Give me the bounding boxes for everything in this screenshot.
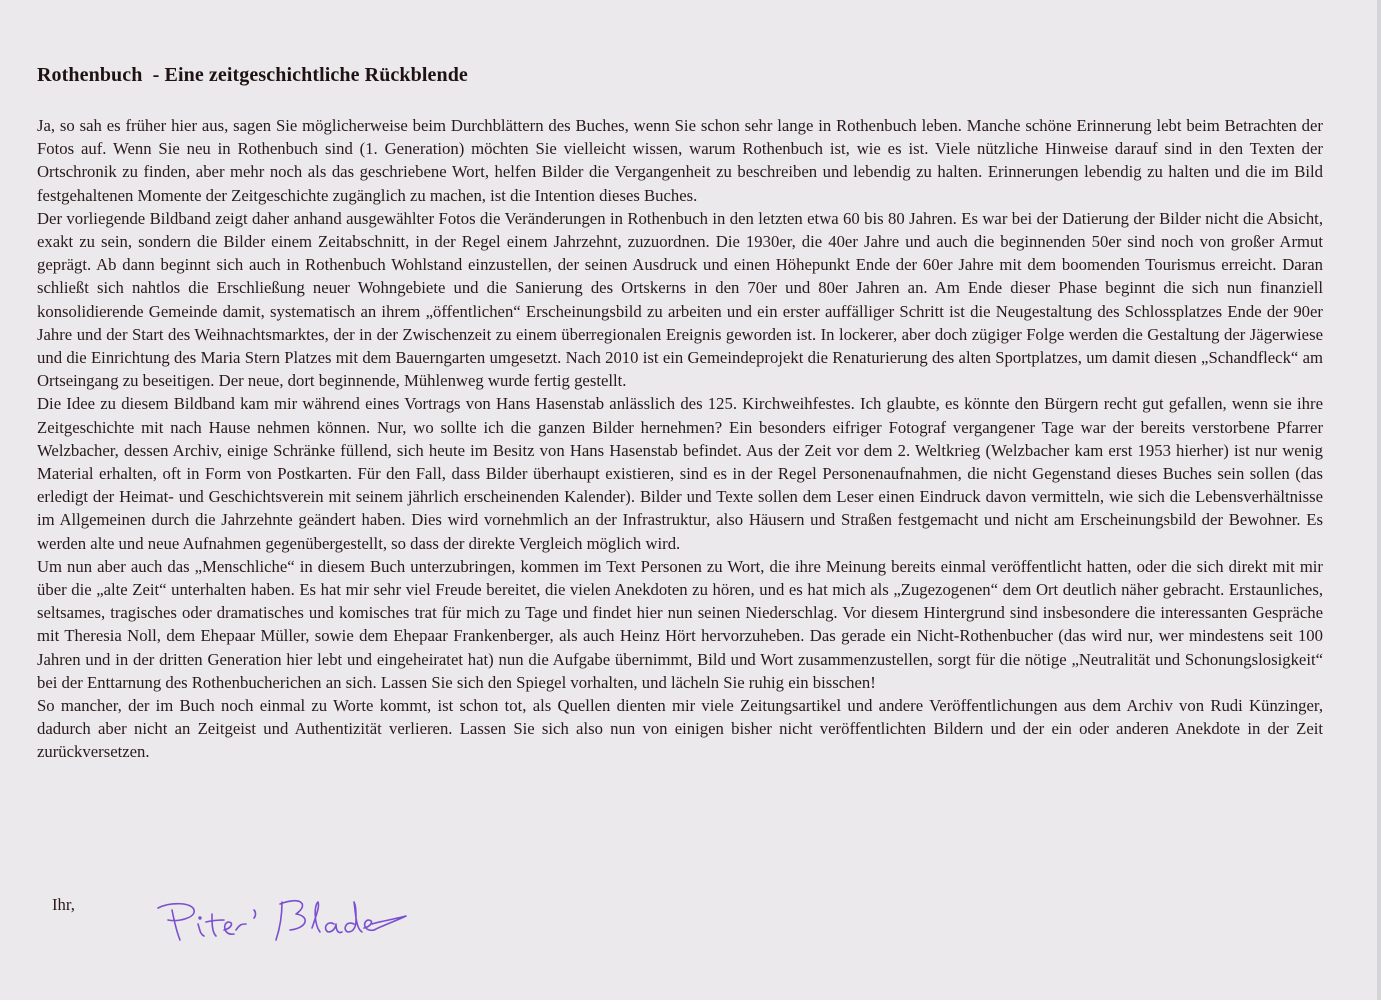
handwritten-signature xyxy=(150,880,410,950)
document-body xyxy=(37,114,1323,764)
paragraph: Um nun aber auch das „Menschliche“ in diesem Buch unterzubringen, kommen im Text Personen zu Wort, die ihre Meinung bereits einmal veröffentlicht hatten, oder die sich direkt mit mir über die „alte Zeit“ unterhalten haben. Es hat mir sehr viel Freude bereitet, die vielen Anekdoten zu hören, und es hat mich als „Zugezogenen“ dem Ort deutlich näher gebracht. Erstaunliches, seltsames, tragisches oder dramatisches und komisches trat für mich zu Tage und findet hier nun seinen Niederschlag. Vor diesem Hintergrund sind insbesondere die interessanten Gespräche mit Theresia Noll, dem Ehepaar Müller, sowie dem Ehepaar Frankenberger, als auch Heinz Hört hervorzuheben. Das gerade ein Nicht-Rothenbucher (das wird nur, wer mindestens seit 100 Jahren und in der dritten Generation hier lebt und eingeheiratet hat) nun die Aufgabe übernimmt, Bild und Wort zusammenzustellen, sorgt für die nötige „Neutralität und Schonungslosigkeit“ bei der Enttarnung des Rothenbucherichen an sich. Lassen Sie sich den Spiegel vorhalten, und lächeln Sie ruhig ein bisschen! xyxy=(37,556,1323,692)
closing-salutation: Ihr, xyxy=(52,895,75,914)
paragraph: Die Idee zu diesem Bildband kam mir während eines Vortrags von Hans Hasenstab anlässlich des 125. Kirchweihfestes. Ich glaubte, es könnte den Bürgern recht gut gefallen, wenn sie ihre Zeitgeschichte mit nach Hause nehmen können. Nur, wo sollte ich die ganzen Bilder hernehmen? Ein besonders eifriger Fotograf vergangener Tage war der bereits verstorbene Pfarrer Welzbacher, dessen Archiv, einige Schränke füllend, sich heute im Besitz von Hans Hasenstab befindet. Aus der Zeit vor dem 2. Weltkrieg (Welzbacher kam erst 1953 hierher) ist nur wenig Material erhalten, oft in Form von Postkarten. Für den Fall, dass Bilder überhaupt existieren, sind es in der Regel Personenaufnahmen, die nicht Gegenstand dieses Buches sein sollen (das erledigt der Heimat- und Geschichtsverein mit seinem jährlich erscheinenden Kalender). Bilder und Texte sollen dem Leser einen Eindruck davon vermitteln, wie sich die Lebensverhältnisse im Allgemeinen durch die Jahrzehnte geändert haben. Dies wird vornehmlich an der Infrastruktur, also Häusern und Straßen festgemacht und nicht am Erscheinungsbild der Bewohner. Es werden alte und neue Aufnahmen gegenübergestellt, so dass der direkte Vergleich möglich wird. xyxy=(37,394,1323,553)
paragraph: Der vorliegende Bildband zeigt daher anhand ausgewählter Fotos die Veränderungen in Rothenbuch in den letzten etwa 60 bis 80 Jahren. Es war bei der Datierung der Bilder nicht die Absicht, exakt zu sein, sondern die Bilder einem Zeitabschnitt, in der Regel einem Jahrzehnt, zuzuordnen. Die 1930er, die 40er Jahre und auch die beginnenden 50er sind noch von großer Armut geprägt. Ab dann beginnt sich auch in Rothenbuch Wohlstand einzustellen, der seinen Ausdruck und einen Höhepunkt Ende der 60er Jahre mit dem boomenden Tourismus erreicht. Daran schließt sich nahtlos die Erschließung neuer Wohngebiete und die Sanierung des Ortskerns in den 70er und 80er Jahren an. Am Ende dieser Phase beginnt die sich nun finanziell konsolidierende Gemeinde damit, systematisch an ihrem „öffentlichen“ Erscheinungsbild zu arbeiten und ein erster auffälliger Schritt ist die Neugestaltung des Schlossplatzes Ende der 90er Jahre und der Start des Weihnachtsmarktes, der in der Zwischenzeit zu einem überregionalen Ereignis geworden ist. In lockerer, aber doch zügiger Folge werden die Gestaltung der Jägerwiese und die Einrichtung des Maria Stern Platzes mit dem Bauerngarten umgesetzt. Nach 2010 ist ein Gemeindeprojekt die Renaturierung des alten Sportplatzes, um damit diesen „Schandfleck“ am Ortseingang zu beseitigen. Der neue, dort beginnende, Mühlenweg wurde fertig gestellt. xyxy=(37,208,1323,391)
paragraph: Ja, so sah es früher hier aus, sagen Sie möglicherweise beim Durchblättern des Buches, wenn Sie schon sehr lange in Rothenbuch leben. Manche schöne Erinnerung lebt beim Betrachten der Fotos auf. Wenn Sie neu in Rothenbuch sind (1. Generation) möchten Sie vielleicht wissen, warum Rothenbuch ist, wie es ist. Viele nützliche Hinweise darauf sind in den Texten der Ortschronik zu finden, aber mehr noch als das geschriebene Wort, helfen Bilder die Vergangenheit zu beschreiben und lebendig zu halten. Erinnerungen lebendig zu halten und die im Bild festgehaltenen Momente der Zeitgeschichte zugänglich zu machen, ist die Intention dieses Buches. xyxy=(37,116,1323,205)
paragraph: So mancher, der im Buch noch einmal zu Worte kommt, ist schon tot, als Quellen dienten mir viele Zeitungsartikel und andere Veröffentlichungen aus dem Archiv von Rudi Künzinger, dadurch aber nicht an Zeitgeist und Authentizität verlieren. Lassen Sie sich also nun von einigen bisher nicht veröffentlichten Bildern und der ein oder anderen Anekdote in der Zeit zurückversetzen. xyxy=(37,696,1323,762)
document-page xyxy=(37,62,1323,764)
document-title: Rothenbuch - Eine zeitgeschichtliche Rückblende xyxy=(37,64,468,86)
page-edge xyxy=(1377,0,1381,1000)
